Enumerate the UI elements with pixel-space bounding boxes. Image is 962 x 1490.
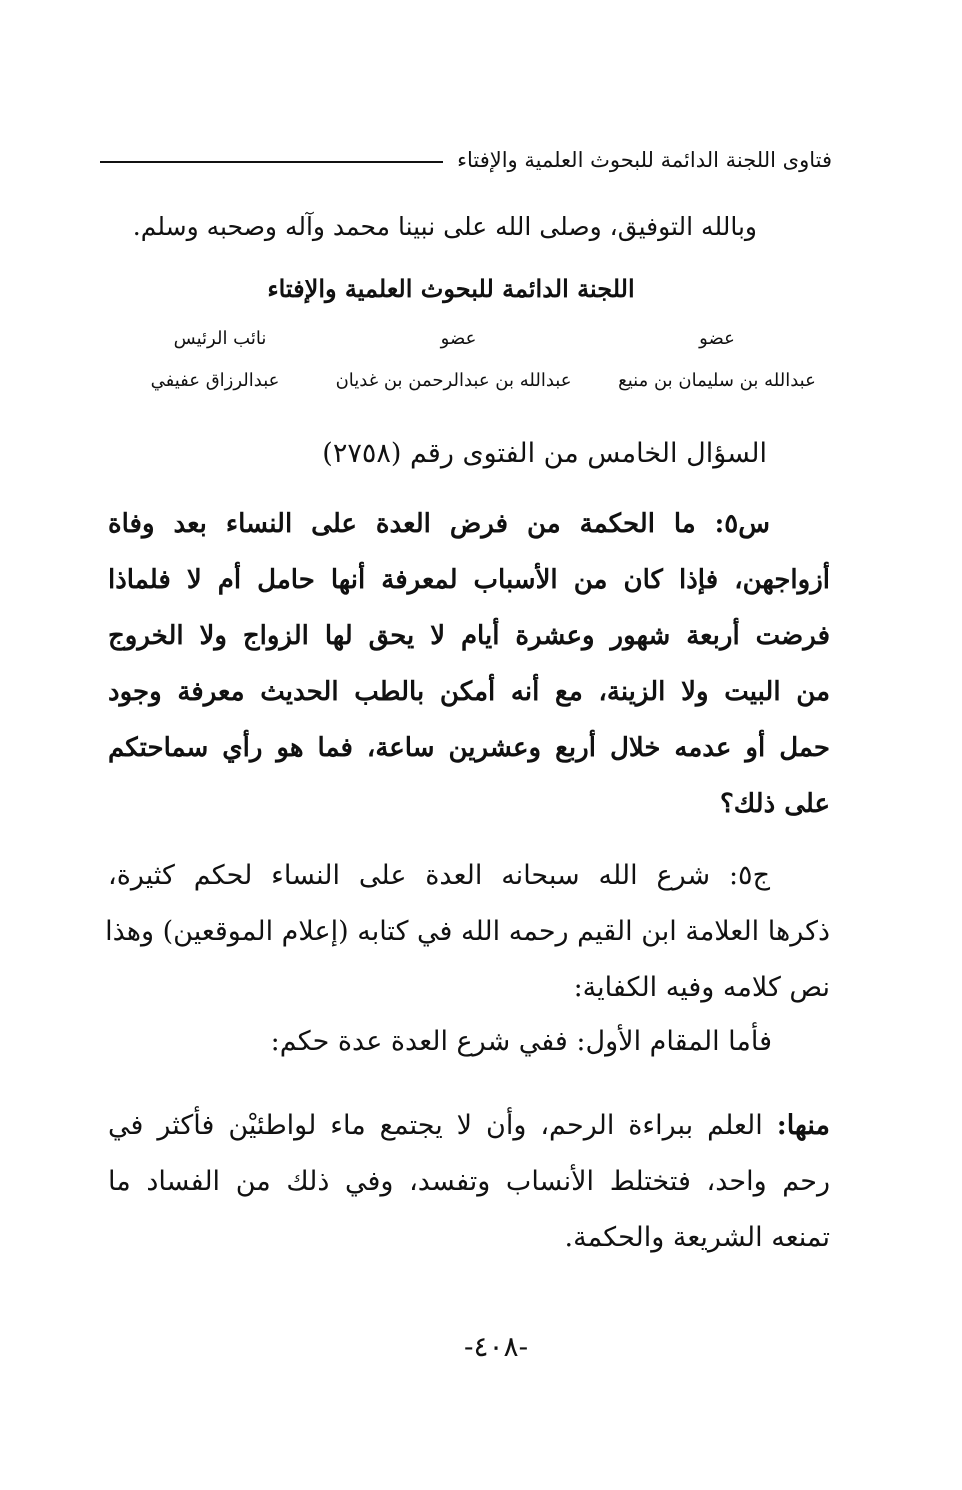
wisdom-paragraph <box>108 1098 830 1266</box>
closing-line: وبالله التوفيق، وصلى الله على نبينا محمد وآله وصحبه وسلم. <box>132 212 757 241</box>
signatory-roles <box>135 328 822 349</box>
signatory-names <box>135 370 822 391</box>
answer-line: ذكرها العلامة ابن القيم رحمه الله في كتابه (إعلام الموقعين) وهذا <box>105 916 830 947</box>
question-reference: السؤال الخامس من الفتوى رقم (٢٧٥٨) <box>322 438 767 469</box>
signatory-role: عضو <box>699 328 735 349</box>
running-header-title: فتاوى اللجنة الدائمة للبحوث العلمية والإفتاء <box>457 148 832 172</box>
question-line: س٥: ما الحكمة من فرض العدة على النساء بعد وفاة <box>108 509 770 539</box>
question-line: على ذلك؟ <box>719 789 830 819</box>
question-line: أزواجهن، فإذا كان من الأسباب لمعرفة أنها حامل أم لا فلماذا <box>108 565 830 595</box>
answer-paragraph <box>105 848 830 1016</box>
wisdom-lead: منها: <box>776 1110 830 1141</box>
wisdom-line-text: العلم ببراءة الرحم، وأن لا يجتمع ماء لواطئيْن فأكثر في <box>108 1110 763 1141</box>
answer-line: نص كلامه وفيه الكفاية: <box>573 972 830 1003</box>
wisdom-line: تمنعه الشريعة والحكمة. <box>564 1222 830 1253</box>
signatory-role: عضو <box>440 328 477 349</box>
wisdom-line <box>108 1098 830 1154</box>
header-rule <box>100 161 443 163</box>
first-station-line: فأما المقام الأول: ففي شرع العدة عدة حكم: <box>270 1026 772 1057</box>
question-paragraph <box>108 496 830 832</box>
signatory-name: عبدالله بن عبدالرحمن بن غديان <box>335 370 572 391</box>
answer-line: ج٥: شرع الله سبحانه العدة على النساء لحكم كثيرة، <box>108 860 770 891</box>
question-line: حمل أو عدمه خلال أربع وعشرين ساعة، فما هو رأي سماحتكم <box>108 733 830 763</box>
signatory-name: عبدالرزاق عفيفي <box>150 370 280 391</box>
question-line: فرضت أربعة شهور وعشرة أيام لا يحق لها الزواج ولا الخروج <box>108 621 830 651</box>
committee-title: اللجنة الدائمة للبحوث العلمية والإفتاء <box>267 274 635 303</box>
question-line: من البيت ولا الزينة، مع أنه أمكن بالطب الحديث معرفة وجود <box>108 677 830 707</box>
signatory-role: نائب الرئيس <box>173 328 267 349</box>
page-number: -٤٠٨- <box>463 1330 529 1363</box>
wisdom-line: رحم واحد، فتختلط الأنساب وتفسد، وفي ذلك من الفساد ما <box>108 1166 830 1197</box>
signatory-name: عبدالله بن سليمان بن منيع <box>618 370 816 391</box>
running-header <box>100 140 832 180</box>
